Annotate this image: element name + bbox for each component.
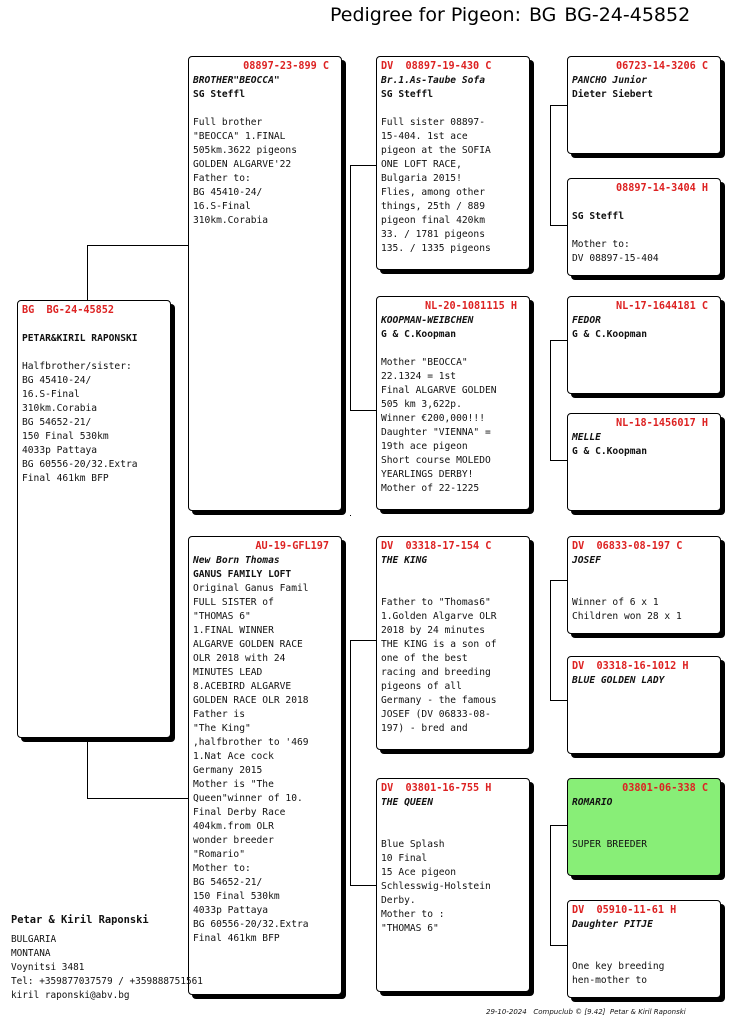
connector-line	[550, 460, 567, 461]
owner-name: Petar & Kiril Raponski	[11, 914, 149, 926]
pigeon-name: PANCHO Junior	[572, 75, 648, 86]
connector-line	[350, 165, 377, 166]
ring-number: 08897-23-899 C	[243, 61, 329, 72]
connector-line	[87, 245, 88, 303]
connector-line	[87, 245, 189, 246]
connector-line	[550, 225, 567, 226]
pigeon-card-mmm[interactable]	[567, 900, 721, 998]
ring-number: NL-18-1456017 H	[615, 418, 708, 429]
connector-line	[350, 515, 351, 516]
ring-number: DV 06833-08-197 C	[572, 541, 683, 552]
ring-number: AU-19-GFL197	[255, 541, 329, 552]
pigeon-card-fm[interactable]	[376, 296, 530, 510]
pigeon-name: BROTHER"BEOCCA"	[193, 75, 280, 86]
breeder-name: G & C.Koopman	[572, 446, 648, 457]
owner-email[interactable]: kiril raponski@abv.bg	[11, 990, 130, 1001]
pigeon-card-subject[interactable]	[17, 300, 171, 738]
connector-line	[550, 340, 567, 341]
breeder-name: SG Steffl	[381, 89, 433, 100]
title-label: Pedigree for Pigeon:	[330, 4, 521, 26]
pigeon-name: THE KING	[381, 555, 428, 566]
pigeon-name: FEDOR	[572, 315, 601, 326]
connector-line	[550, 105, 567, 106]
breeder-name: SG Steffl	[572, 211, 624, 222]
ring-number: BG BG-24-45852	[22, 305, 115, 316]
connector-line	[550, 580, 551, 700]
title-ring: BG-24-45852	[564, 4, 691, 26]
pigeon-card-mf[interactable]	[376, 536, 530, 750]
pigeon-notes: Winner of 6 x 1 Children won 28 x 1	[572, 597, 682, 622]
connector-line	[550, 700, 567, 701]
pigeon-name: BLUE GOLDEN LADY	[572, 675, 665, 686]
breeder-name: G & C.Koopman	[572, 329, 648, 340]
pigeon-card-fmm[interactable]	[567, 413, 721, 511]
owner-block	[11, 913, 203, 1003]
pigeon-name: Daughter PITJE	[572, 919, 653, 930]
footer	[486, 1008, 686, 1016]
pigeon-notes: SUPER BREEDER	[572, 839, 648, 850]
ring-number: NL-17-1644181 C	[615, 301, 708, 312]
pigeon-card-mff[interactable]	[567, 536, 721, 634]
pigeon-name: JOSEF	[572, 555, 601, 566]
pigeon-card-father[interactable]	[188, 56, 342, 511]
ring-number: DV 08897-19-430 C	[381, 61, 492, 72]
pigeon-notes: Halfbrother/sister: BG 45410-24/ 16.S-Final 310km.Corabia BG 54652-21/ 150 Final 530km 4033p Pattaya BG 60556-20/32.Extra Final 461km BFP	[22, 361, 138, 484]
connector-line	[350, 640, 351, 885]
owner-line: MONTANA	[11, 948, 51, 959]
connector-line	[87, 798, 189, 799]
title-country: BG	[528, 4, 557, 26]
connector-line	[350, 640, 377, 641]
pigeon-notes: Full sister 08897- 15-404. 1st ace pigeon at the SOFIA ONE LOFT RACE, Bulgaria 2015! Flies, among other things, 25th / 889 pigeon final 420km 33. / 1781 pigeons 135. / 1335 pigeons	[381, 117, 491, 254]
connector-line	[550, 105, 551, 225]
page-title	[330, 4, 730, 26]
breeder-name: PETAR&KIRIL RAPONSKI	[22, 333, 138, 344]
ring-number: NL-20-1081115 H	[424, 301, 517, 312]
connector-line	[550, 945, 567, 946]
ring-number: DV 03318-17-154 C	[381, 541, 492, 552]
pigeon-card-fff[interactable]	[567, 56, 721, 154]
connector-line	[550, 340, 551, 460]
pigeon-card-ff[interactable]	[376, 56, 530, 270]
connector-line	[350, 410, 377, 411]
pigeon-notes: Blue Splash 10 Final 15 Ace pigeon Schlesswig-Holstein Derby. Mother to : "THOMAS 6"	[381, 839, 491, 934]
pigeon-card-mother[interactable]	[188, 536, 342, 995]
pigeon-notes: Father to "Thomas6" 1.Golden Algarve OLR 2018 by 24 minutes THE KING is a son of one of the best racing and breeding pigeons of all Germany - the famous JOSEF (DV 06833-08- 197) - bred and	[381, 597, 497, 734]
owner-line: BULGARIA	[11, 934, 57, 945]
pigeon-notes: Mother "BEOCCA" 22.1324 = 1st Final ALGARVE GOLDEN 505 km 3,622p. Winner €200,000!!! Daughter "VIENNA" = 19th ace pigeon Short course MOLEDO YEARLINGS DERBY! Mother of 22-1225	[381, 357, 497, 494]
pigeon-name: ROMARIO	[572, 797, 613, 808]
pigeon-notes: Full brother "BEOCCA" 1.FINAL 505km.3622 pigeons GOLDEN ALGARVE'22 Father to: BG 45410-24/ 16.S-Final 310km.Corabia	[193, 117, 297, 226]
connector-line	[550, 580, 567, 581]
pigeon-name: THE QUEEN	[381, 797, 433, 808]
pigeon-notes: Original Ganus Famil FULL SISTER of "THOMAS 6" 1.FINAL WINNER ALGARVE GOLDEN RACE OLR 2018 with 24 MINUTES LEAD 8.ACEBIRD ALGARVE GOLDEN RACE OLR 2018 Father is "The King" ,halfbrother to '469 1.Nat Ace cock Germany 2015 Mother is "The Queen"winner of 10. Final Derby Race 404km.from OLR wonder breeder "Romario" Mother to: BG 54652-21/ 150 Final 530km 4033p Pattaya BG 60556-20/32.Extra Final 461km BFP	[193, 583, 309, 944]
pigeon-name: Br.1.As-Taube Sofa	[381, 75, 485, 86]
connector-line	[350, 165, 351, 410]
ring-number: DV 03801-16-755 H	[381, 783, 492, 794]
connector-line	[550, 825, 567, 826]
pigeon-card-mm[interactable]	[376, 778, 530, 992]
ring-number: 06723-14-3206 C	[615, 61, 708, 72]
ring-number: 08897-14-3404 H	[615, 183, 708, 194]
pigeon-notes: One key breeding hen-mother to	[572, 961, 665, 986]
breeder-name: Dieter Siebert	[572, 89, 653, 100]
pigeon-name: MELLE	[572, 432, 601, 443]
ring-number: DV 03318-16-1012 H	[572, 661, 689, 672]
pigeon-notes: Mother to: DV 08897-15-404	[572, 239, 659, 264]
pigeon-card-ffm[interactable]	[567, 178, 721, 276]
pigeon-card-fmf[interactable]	[567, 296, 721, 394]
connector-line	[350, 885, 377, 886]
pigeon-name: KOOPMAN-WEIBCHEN	[381, 315, 474, 326]
ring-number: 03801-06-338 C	[622, 783, 708, 794]
owner-line: Voynitsi 3481	[11, 962, 85, 973]
pigeon-card-mfm[interactable]	[567, 656, 721, 754]
pigeon-card-mmf[interactable]	[567, 778, 721, 876]
breeder-name: GANUS FAMILY LOFT	[193, 569, 292, 580]
owner-phone: Tel: +359877037579 / +359888751561	[11, 976, 203, 987]
connector-line	[550, 825, 551, 945]
ring-number: DV 05910-11-61 H	[572, 905, 677, 916]
footer-software: Compuclub © [9.42]	[533, 1008, 606, 1016]
breeder-name: G & C.Koopman	[381, 329, 457, 340]
connector-line	[87, 738, 88, 798]
breeder-name: SG Steffl	[193, 89, 245, 100]
footer-date: 29-10-2024	[486, 1008, 527, 1016]
footer-owner: Petar & Kiril Raponski	[609, 1008, 686, 1016]
pigeon-name: New Born Thomas	[193, 555, 280, 566]
